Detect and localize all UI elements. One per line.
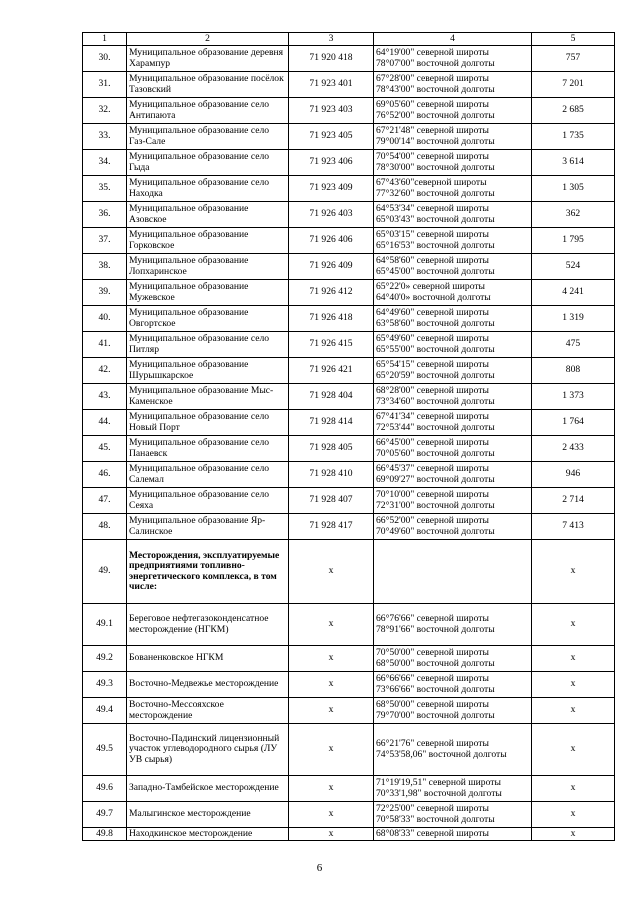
latitude: 66°52'00" северной широты [376,515,489,527]
population: 946 [532,462,615,488]
longitude: 79°00'14" восточной долготы [376,135,495,147]
population: x [532,698,615,724]
okato-code: 71 926 421 [289,358,374,384]
table-row [83,202,615,228]
population: x [532,672,615,698]
coordinates [374,306,532,332]
table-row [83,462,615,488]
row-number: 49.6 [83,776,127,802]
object-name: Муниципальное образование село Газ-Сале [127,124,289,150]
coordinates [374,358,532,384]
row-number: 39. [83,280,127,306]
row-number: 33. [83,124,127,150]
coordinates [374,202,532,228]
population: x [532,604,615,646]
coordinates [374,540,532,604]
population: 4 241 [532,280,615,306]
coordinates [374,514,532,540]
population: 475 [532,332,615,358]
object-name: Муниципальное образование село Панаевск [127,436,289,462]
okato-code: x [289,776,374,802]
coordinates [374,332,532,358]
coordinates [374,488,532,514]
table-row [83,828,615,841]
header-row [83,33,615,46]
latitude: 64°49'60" северной широты [376,307,489,319]
coordinates [374,828,532,841]
coordinates [374,72,532,98]
latitude: 72°25'00" северной широты [376,803,489,815]
population: 808 [532,358,615,384]
table-row [83,672,615,698]
row-number: 49.3 [83,672,127,698]
okato-code: 71 923 406 [289,150,374,176]
longitude: 74°53'58,06" восточной долготы [376,748,507,760]
table-row [83,176,615,202]
row-number: 47. [83,488,127,514]
object-name: Муниципальное образование село Находка [127,176,289,202]
object-name: Муниципальное образование Горковское [127,228,289,254]
object-name: Муниципальное образование село Гыда [127,150,289,176]
longitude: 72°53'44" восточной долготы [376,421,495,433]
longitude: 78°91'66" восточной долготы [376,623,495,635]
table-row [83,306,615,332]
table-row [83,776,615,802]
object-name: Бованенковское НГКМ [127,646,289,672]
okato-code: x [289,646,374,672]
population: x [532,540,615,604]
population: 1 795 [532,228,615,254]
coordinates [374,150,532,176]
longitude: 70°05'60" восточной долготы [376,447,495,459]
population: 1 319 [532,306,615,332]
object-name: Муниципальное образование Азовское [127,202,289,228]
row-number: 35. [83,176,127,202]
row-number: 49.5 [83,724,127,776]
longitude: 73°66'66" восточной долготы [376,683,495,695]
table-row [83,646,615,672]
okato-code: 71 926 406 [289,228,374,254]
latitude: 66°66'66" северной широты [376,673,489,685]
row-number: 49.4 [83,698,127,724]
latitude: 65°03'15" северной широты [376,229,489,241]
population: 7 413 [532,514,615,540]
coordinates [374,672,532,698]
population: 362 [532,202,615,228]
okato-code: 71 923 401 [289,72,374,98]
longitude: 70°33'1,98" восточной долготы [376,787,502,799]
column-header-4: 4 [374,33,532,46]
latitude: 68°28'00" северной широты [376,385,489,397]
row-number: 49.7 [83,802,127,828]
row-number: 40. [83,306,127,332]
population: 2 685 [532,98,615,124]
latitude: 68°08'33" северной широты [376,827,489,839]
longitude: 69°09'27" восточной долготы [376,473,495,485]
table-row [83,514,615,540]
table-row [83,436,615,462]
row-number: 43. [83,384,127,410]
latitude: 64°58'60" северной широты [376,255,489,267]
okato-code: 71 928 404 [289,384,374,410]
table-row [83,46,615,72]
longitude: 70°58'33" восточной долготы [376,813,495,825]
row-number: 49.2 [83,646,127,672]
longitude: 78°07'00" восточной долготы [376,57,495,69]
coordinates [374,176,532,202]
table-row [83,228,615,254]
population: x [532,828,615,841]
okato-code: x [289,724,374,776]
row-number: 46. [83,462,127,488]
okato-code: 71 923 403 [289,98,374,124]
row-number: 36. [83,202,127,228]
okato-code: 71 920 418 [289,46,374,72]
population: 3 614 [532,150,615,176]
longitude: 63°58'60" восточной долготы [376,317,495,329]
longitude: 65°20'59" восточной долготы [376,369,495,381]
object-name: Месторождения, эксплуатируемые предприятиями топливно-энергетического комплекса, в том числе: [127,540,289,604]
table-row [83,384,615,410]
object-name: Восточно-Мессояхское месторождение [127,698,289,724]
coordinates [374,646,532,672]
column-header-2: 2 [127,33,289,46]
latitude: 70°10'00" северной широты [376,489,489,501]
row-number: 41. [83,332,127,358]
population: 524 [532,254,615,280]
latitude: 67°41'34" северной широты [376,411,489,423]
table-row [83,72,615,98]
okato-code: x [289,604,374,646]
object-name: Муниципальное образование Мыс-Каменское [127,384,289,410]
object-name: Муниципальное образование Лопхаринское [127,254,289,280]
okato-code: 71 926 418 [289,306,374,332]
latitude: 66°76'66" северной широты [376,613,489,625]
population: 1 305 [532,176,615,202]
longitude: 76°52'00" восточной долготы [376,109,495,121]
coordinates [374,124,532,150]
okato-code: 71 928 417 [289,514,374,540]
longitude: 68°50'00" восточной долготы [376,657,495,669]
row-number: 44. [83,410,127,436]
okato-code: 71 928 407 [289,488,374,514]
latitude: 67°43'60"северной широты [376,177,487,189]
object-name: Муниципальное образование село Питляр [127,332,289,358]
coordinates [374,384,532,410]
table-row [83,802,615,828]
coordinates [374,436,532,462]
row-number: 34. [83,150,127,176]
latitude: 68°50'00" северной широты [376,699,489,711]
table-row [83,124,615,150]
row-number: 31. [83,72,127,98]
population: x [532,646,615,672]
longitude: 65°55'00" восточной долготы [376,343,495,355]
object-name: Муниципальное образование село Сеяха [127,488,289,514]
object-name: Малыгинское месторождение [127,802,289,828]
longitude: 78°30'00" восточной долготы [376,161,495,173]
table-row [83,254,615,280]
latitude: 69°05'60" северной широты [376,99,489,111]
column-header-5: 5 [532,33,615,46]
table-row [83,150,615,176]
object-name: Береговое нефтегазоконденсатное месторождение (НГКМ) [127,604,289,646]
row-number: 32. [83,98,127,124]
latitude: 65°22'0» северной широты [376,281,485,293]
object-name: Восточно-Падинский лицензионный участок углеводородного сырья (ЛУ УВ сырья) [127,724,289,776]
coordinates [374,280,532,306]
latitude: 64°19'00" северной широты [376,47,489,59]
row-number: 48. [83,514,127,540]
population: x [532,802,615,828]
population: x [532,724,615,776]
population: 2 433 [532,436,615,462]
population: 1 373 [532,384,615,410]
object-name: Муниципальное образование Яр-Салинское [127,514,289,540]
table-row [83,724,615,776]
coordinates [374,410,532,436]
longitude: 77°32'60" восточной долготы [376,187,495,199]
object-name: Муниципальное образование Шурышкарское [127,358,289,384]
okato-code: 71 926 403 [289,202,374,228]
coordinates [374,228,532,254]
object-name: Муниципальное образование Мужевское [127,280,289,306]
object-name: Муниципальное образование село Антипаюта [127,98,289,124]
okato-code: 71 928 410 [289,462,374,488]
okato-code: x [289,672,374,698]
okato-code: 71 926 409 [289,254,374,280]
object-name: Муниципальное образование село Новый Порт [127,410,289,436]
row-number: 42. [83,358,127,384]
row-number: 49. [83,540,127,604]
coordinates [374,698,532,724]
coordinates [374,462,532,488]
population: 757 [532,46,615,72]
longitude: 64°40'0» восточной долготы [376,291,491,303]
object-name: Муниципальное образование Овгортское [127,306,289,332]
longitude: 65°45'00" восточной долготы [376,265,495,277]
object-name: Муниципальное образование село Салемал [127,462,289,488]
object-name: Муниципальное образование посёлок Тазовский [127,72,289,98]
latitude: 66°21'76" северной широты [376,738,489,750]
row-number: 49.1 [83,604,127,646]
table-row [83,410,615,436]
row-number: 38. [83,254,127,280]
table-row [83,358,615,384]
coordinates [374,46,532,72]
table-row [83,488,615,514]
latitude: 66°45'00" северной широты [376,437,489,449]
longitude: 78°43'00" восточной долготы [376,83,495,95]
okato-code: 71 923 409 [289,176,374,202]
longitude: 73°34'60" восточной долготы [376,395,495,407]
okato-code: x [289,698,374,724]
latitude: 65°49'60" северной широты [376,333,489,345]
okato-code: 71 928 414 [289,410,374,436]
longitude: 65°16'53" восточной долготы [376,239,495,251]
table-row [83,332,615,358]
longitude: 65°03'43" восточной долготы [376,213,495,225]
longitude: 79°70'00" восточной долготы [376,709,495,721]
okato-code: x [289,540,374,604]
okato-code: 71 923 405 [289,124,374,150]
population: 1 764 [532,410,615,436]
latitude: 67°21'48" северной широты [376,125,489,137]
latitude: 64°53'34" северной широты [376,203,489,215]
table-row [83,540,615,604]
latitude: 70°54'00" северной широты [376,151,489,163]
longitude: 70°49'60" восточной долготы [376,525,495,537]
okato-code: x [289,802,374,828]
row-number: 37. [83,228,127,254]
okato-code: 71 926 412 [289,280,374,306]
table-row [83,98,615,124]
longitude: 72°31'00" восточной долготы [376,499,495,511]
okato-code: 71 928 405 [289,436,374,462]
coordinates [374,802,532,828]
object-name: Муниципальное образование деревня Харампур [127,46,289,72]
column-header-3: 3 [289,33,374,46]
page-number: 6 [316,862,323,874]
row-number: 49.8 [83,828,127,841]
latitude: 65°54'15" северной широты [376,359,489,371]
row-number: 45. [83,436,127,462]
coordinates [374,604,532,646]
column-header-1: 1 [83,33,127,46]
table-row [83,698,615,724]
coordinates [374,254,532,280]
registry-table [82,32,615,841]
population: 1 735 [532,124,615,150]
table-row [83,280,615,306]
coordinates [374,98,532,124]
object-name: Восточно-Медвежье месторождение [127,672,289,698]
coordinates [374,776,532,802]
population: x [532,776,615,802]
latitude: 67°28'00" северной широты [376,73,489,85]
object-name: Находкинское месторождение [127,828,289,841]
okato-code: x [289,828,374,841]
table-row [83,604,615,646]
okato-code: 71 926 415 [289,332,374,358]
coordinates [374,724,532,776]
latitude: 70°50'00" северной широты [376,647,489,659]
population: 7 201 [532,72,615,98]
latitude: 66°45'37" северной широты [376,463,489,475]
row-number: 30. [83,46,127,72]
table-body [83,46,615,841]
latitude: 71°19'19,51" северной широты [376,777,501,789]
object-name: Западно-Тамбейское месторождение [127,776,289,802]
population: 2 714 [532,488,615,514]
